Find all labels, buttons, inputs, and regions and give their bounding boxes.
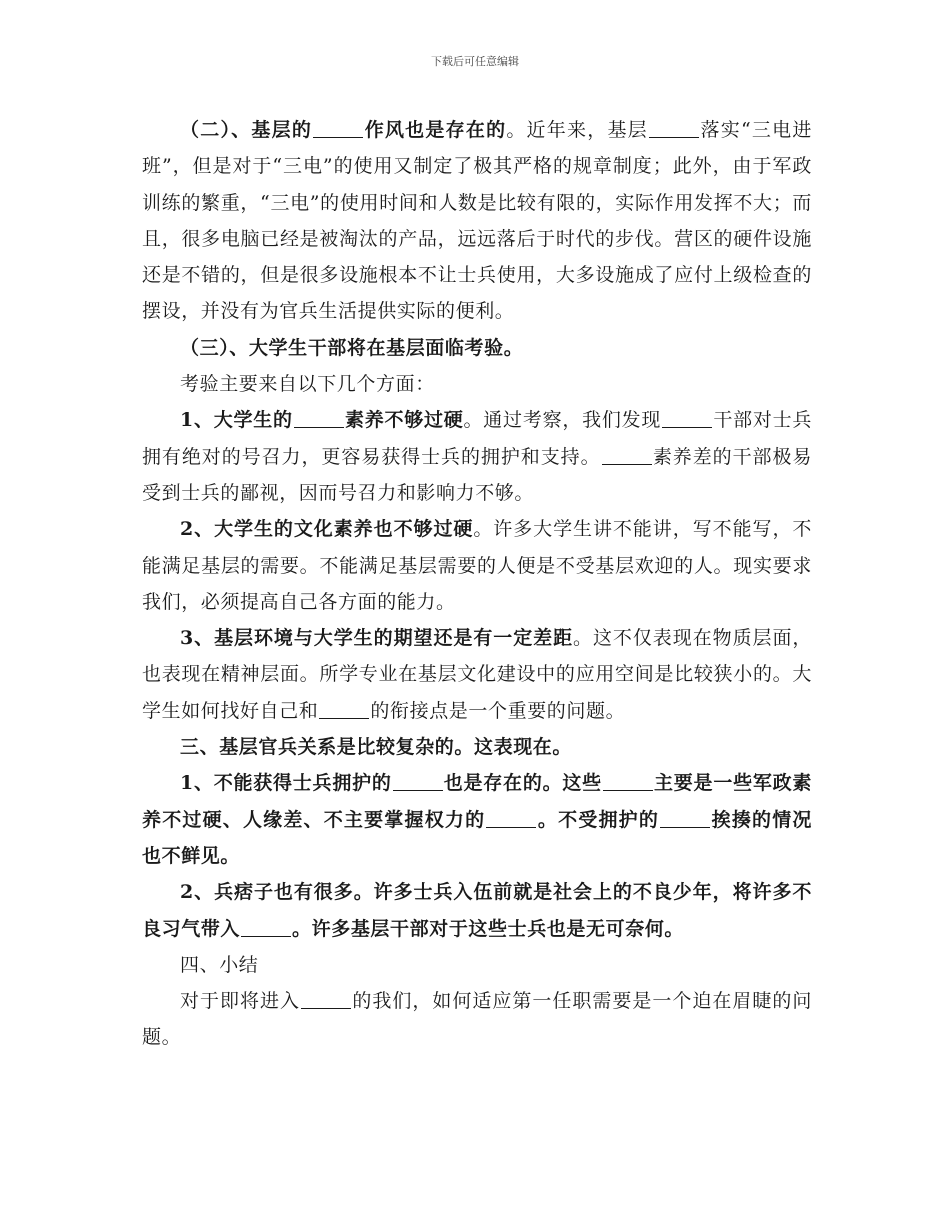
paragraph — [142, 729, 812, 765]
fill-in-blank — [241, 919, 291, 937]
bold-text-run: 1、大学生的 — [180, 409, 293, 432]
bold-text-run: 主要是一些军政素养不过硬、人缘差、不主要掌握权力的 — [142, 772, 812, 831]
fill-in-blank — [603, 773, 653, 791]
paragraph — [142, 511, 812, 620]
paragraph — [142, 765, 812, 874]
paragraph — [142, 402, 812, 511]
text-run: 。近年来，基层 — [506, 119, 648, 141]
document-body — [142, 112, 812, 1056]
bold-text-run: 三、基层官兵关系是比较复杂的。这表现在。 — [180, 736, 573, 759]
text-run: 。许多大学生讲不能讲，写不能写，不能满足基层的需要。不能满足基层需要的人便是不受基层欢迎的人。现实要求我们，必须提高自己各方面的能力。 — [142, 518, 812, 613]
text-run: 。通过考察，我们发现 — [463, 409, 662, 432]
fill-in-blank — [649, 120, 699, 138]
paragraph — [142, 112, 812, 330]
paragraph — [142, 983, 812, 1056]
text-run: 的衔接点是一个重要的问题。 — [370, 699, 626, 722]
bold-text-run: 2、兵痞子也有很多。许多士兵入伍前就是社会上的不良少年，将许多不良习气带入 — [142, 881, 812, 940]
fill-in-blank — [301, 991, 351, 1009]
paragraph — [142, 874, 812, 947]
bold-text-run: 素养不够过硬 — [344, 409, 464, 432]
fill-in-blank — [313, 120, 363, 138]
bold-text-run: 1、不能获得士兵拥护的 — [180, 772, 392, 795]
bold-text-run: （二）、基层的 — [180, 119, 313, 141]
bold-text-run: 挨揍的情况也不鲜见。 — [142, 808, 812, 867]
bold-text-run: 也是存在的。这些 — [443, 772, 602, 795]
text-run: 四、小结 — [180, 953, 259, 976]
page-header: 下载后可任意编辑 — [431, 55, 519, 68]
bold-text-run: （三）、大学生干部将在基层面临考验。 — [180, 336, 524, 359]
bold-text-run: 。许多基层干部对于这些士兵也是无可奈何。 — [292, 917, 685, 940]
paragraph — [142, 947, 812, 983]
fill-in-blank — [393, 773, 443, 791]
bold-text-run: 2、大学生的文化素养也不够过硬 — [180, 518, 474, 541]
fill-in-blank — [660, 810, 710, 828]
fill-in-blank — [486, 810, 536, 828]
text-run: 的我们，如何适应第一任职需要是一个迫在眉睫的问题。 — [142, 990, 812, 1049]
bold-text-run: 作风也是存在的 — [364, 119, 507, 141]
bold-text-run: 3、基层环境与大学生的期望还是有一定差距 — [180, 627, 574, 650]
fill-in-blank — [602, 447, 652, 465]
fill-in-blank — [294, 410, 344, 428]
text-run: 落实“三电进班”，但是对于“三电”的使用又制定了极其严格的规章制度；此外，由于军政训练的繁重，“三电”的使用时间和人数是比较有限的，实际作用发挥不大；而且，很多电脑已经是被淘汰的产品，远远落后于时代的步伐。营区的硬件设施还是不错的，但是很多设施根本不让士兵使用，大多设施成了应付上级检查的摆设，并没有为官兵生活提供实际的便利。 — [142, 119, 812, 323]
text-run: 干部对士兵拥有绝对的号召力，更容易获得士兵的拥护和支持。 — [142, 409, 812, 468]
text-run: 素养差的干部极易受到士兵的鄙视，因而号召力和影响力不够。 — [142, 445, 812, 504]
text-run: 考验主要来自以下几个方面： — [180, 373, 435, 396]
fill-in-blank — [662, 410, 712, 428]
paragraph — [142, 330, 812, 366]
text-run: 。这不仅表现在物质层面，也表现在精神层面。所学专业在基层文化建设中的应用空间是比较狭小的。大学生如何找好自己和 — [142, 627, 812, 722]
fill-in-blank — [319, 701, 369, 719]
text-run: 对于即将进入 — [180, 990, 300, 1013]
paragraph — [142, 620, 812, 729]
paragraph — [142, 366, 812, 402]
bold-text-run: 。不受拥护的 — [537, 808, 660, 831]
